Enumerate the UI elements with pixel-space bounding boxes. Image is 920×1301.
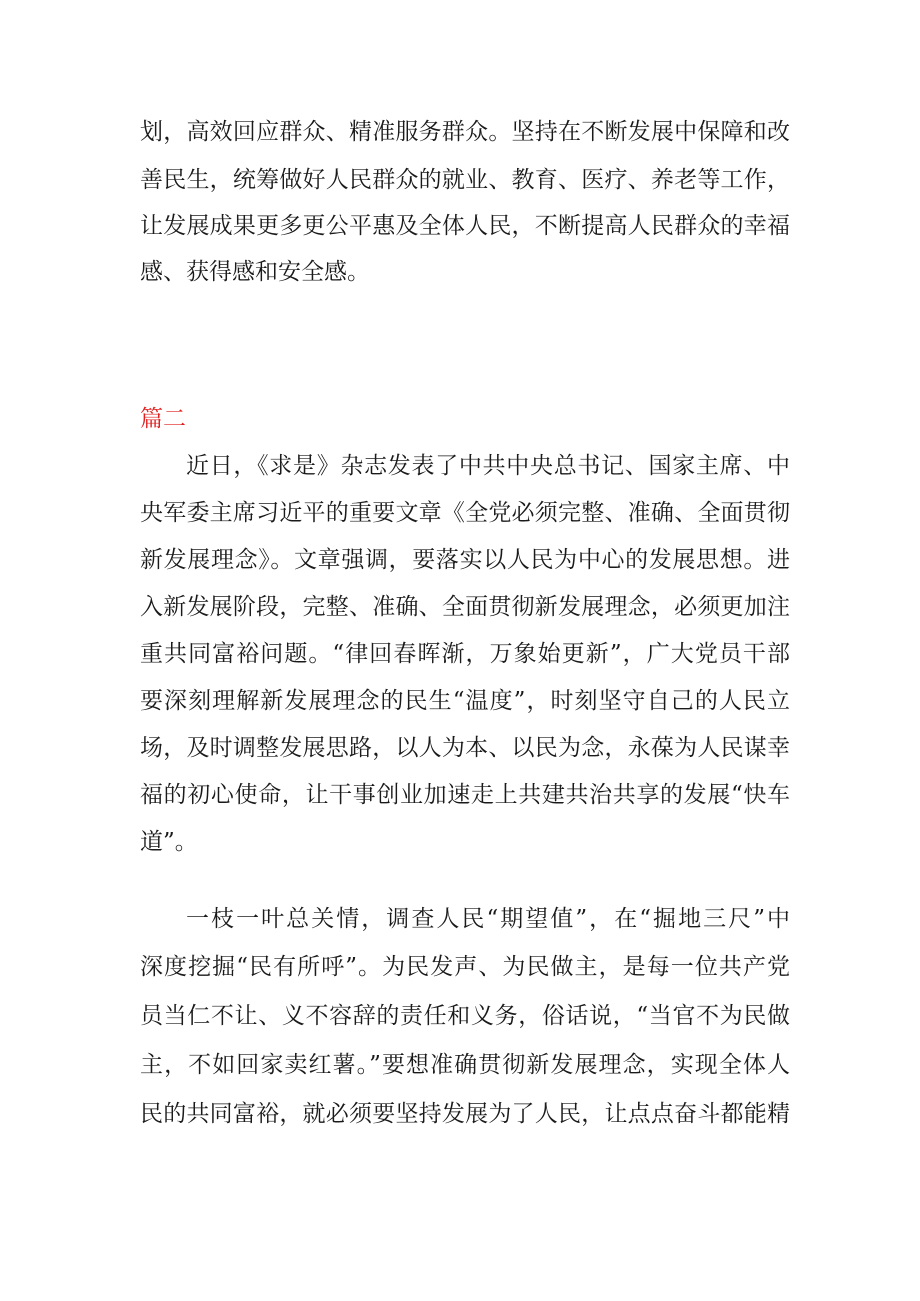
paragraph1-line-7: 场，及时调整发展思路，以人为本、以民为念，永葆为人民谋幸 (140, 735, 790, 761)
paragraph1-line-4: 入新发展阶段，完整、准确、全面贯彻新发展理念，必须更加注 (140, 594, 790, 620)
paragraph2-line-1: 一枝一叶总关情，调查人民“期望值”，在“掘地三尺”中 (186, 906, 790, 932)
paragraph2-line-2: 深度挖掘“民有所呼”。为民发声、为民做主，是每一位共产党 (140, 954, 790, 980)
paragraph1-line-5: 重共同富裕问题。“律回春晖渐，万象始更新”，广大党员干部 (140, 641, 790, 667)
paragraph2-line-3: 员当仁不让、义不容辞的责任和义务，俗话说，“当官不为民做 (140, 1003, 790, 1029)
paragraph1-line-2: 央军委主席习近平的重要文章《全党必须完整、准确、全面贯彻 (140, 500, 790, 526)
paragraph1-line-6: 要深刻理解新发展理念的民生“温度”，时刻坚守自己的人民立 (140, 688, 790, 714)
intro-line-3: 让发展成果更多更公平惠及全体人民，不断提高人民群众的幸福 (140, 213, 790, 239)
intro-line-4: 感、获得感和安全感。 (140, 259, 370, 285)
intro-line-2: 善民生，统筹做好人民群众的就业、教育、医疗、养老等工作， (140, 167, 790, 193)
paragraph1-line-3: 新发展理念》。文章强调，要落实以人民为中心的发展思想。进 (140, 547, 790, 573)
paragraph1-line-1: 近日，《求是》杂志发表了中共中央总书记、国家主席、中 (186, 453, 790, 479)
paragraph2-line-5: 民的共同富裕，就必须要坚持发展为了人民，让点点奋斗都能精 (140, 1101, 790, 1127)
paragraph1-line-8: 福的初心使命，让干事创业加速走上共建共治共享的发展“快车 (140, 782, 790, 808)
section-heading: 篇二 (140, 406, 186, 432)
paragraph1-line-9: 道”。 (140, 829, 198, 855)
intro-line-1: 划，高效回应群众、精准服务群众。坚持在不断发展中保障和改 (140, 119, 790, 145)
paragraph2-line-4: 主，不如回家卖红薯。”要想准确贯彻新发展理念，实现全体人 (140, 1052, 790, 1078)
